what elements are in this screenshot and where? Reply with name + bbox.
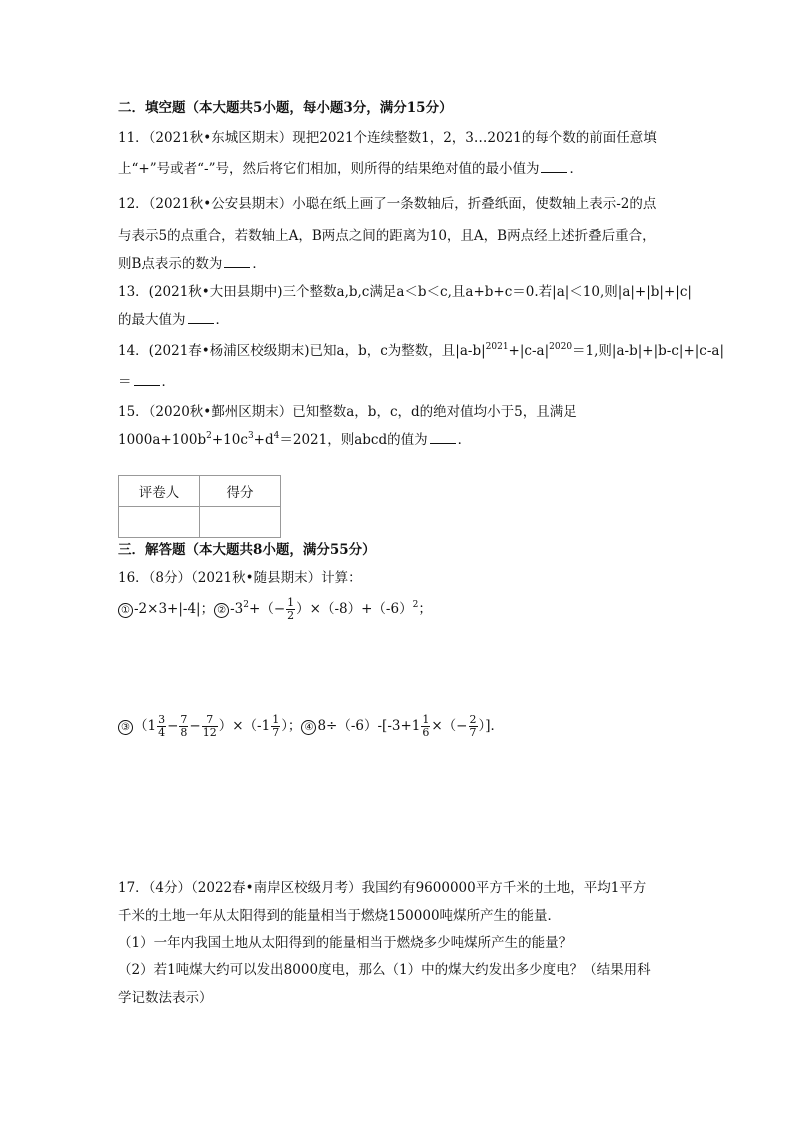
circled-four-icon: ④ bbox=[301, 720, 316, 735]
question-14-line-2 bbox=[118, 370, 175, 390]
question-13-line-1: 13．(2021秋•大田县期中)三个整数a,b,c满足a＜b＜c,且a+b+c＝0.若|a|＜10,则|a|+|b|+|c| bbox=[118, 284, 692, 300]
question-11-line-2 bbox=[118, 157, 583, 177]
numerator: 1 bbox=[272, 713, 280, 726]
question-15-text-d: ＝2021，则abcd的值为 bbox=[279, 432, 428, 448]
question-15-line-2 bbox=[118, 428, 471, 448]
numerator: 7 bbox=[202, 714, 218, 727]
question-16-intro: 16．（8分）（2021秋•随县期末）计算： bbox=[118, 570, 362, 586]
question-13-line-2 bbox=[118, 308, 229, 328]
part-2-text-b: +（− bbox=[249, 601, 286, 617]
question-13-text: 的最大值为 bbox=[118, 312, 186, 328]
numerator: 7 bbox=[180, 713, 188, 726]
minus-sign: − bbox=[167, 718, 179, 734]
part-4-text-a: 8÷（-6）-[-3+1 bbox=[317, 718, 421, 734]
answer-blank bbox=[430, 431, 456, 444]
answer-blank bbox=[134, 373, 160, 386]
denominator: 6 bbox=[422, 726, 430, 739]
fraction bbox=[179, 714, 188, 739]
fraction bbox=[286, 597, 295, 622]
question-14-equals: ＝ bbox=[118, 374, 132, 390]
question-15-text-c: +d bbox=[253, 432, 274, 448]
question-14-line-1 bbox=[118, 339, 724, 359]
exponent: 3 bbox=[247, 431, 254, 441]
numerator: 1 bbox=[287, 596, 295, 609]
fraction bbox=[202, 714, 218, 739]
score-table bbox=[118, 475, 281, 538]
circled-two-icon: ② bbox=[214, 603, 229, 618]
exponent: 2020 bbox=[549, 342, 573, 352]
question-15-end: ． bbox=[457, 432, 472, 448]
grader-cell[interactable] bbox=[119, 507, 200, 538]
question-15-text-a: 1000a+100b bbox=[118, 432, 207, 448]
numerator: 2 bbox=[469, 713, 477, 726]
minus-sign: − bbox=[189, 718, 201, 734]
circled-one-icon: ① bbox=[118, 603, 133, 618]
question-17-line-5: 学记数法表示） bbox=[118, 990, 213, 1006]
question-12-line-1: 12．（2021秋•公安县期末）小聪在纸上画了一条数轴后，折叠纸面，使数轴上表示-2的点 bbox=[118, 196, 657, 212]
part-3-text-a: （1 bbox=[134, 718, 157, 734]
question-17-line-3: （1）一年内我国土地从太阳得到的能量相当于燃烧多少吨煤所产生的能量？ bbox=[118, 935, 573, 951]
question-13-end: ． bbox=[215, 312, 229, 328]
question-12-line-3 bbox=[118, 252, 266, 272]
exponent: 2021 bbox=[485, 342, 509, 352]
fraction bbox=[469, 714, 478, 739]
denominator: 12 bbox=[202, 726, 217, 739]
answer-blank bbox=[541, 160, 567, 173]
fraction bbox=[421, 714, 430, 739]
denominator: 7 bbox=[272, 726, 280, 739]
section-title-solve: 三．解答题（本大题共8小题，满分55分） bbox=[118, 542, 376, 558]
part-2-text-c: ）×（-8）+（-6） bbox=[296, 601, 413, 617]
question-17-line-4: （2）若1吨煤大约可以发出8000度电，那么（1）中的煤大约发出多少度电？（结果用科 bbox=[118, 962, 651, 978]
question-14-text-c: ＝1,则|a-b|+|b-c|+|c-a| bbox=[572, 343, 725, 359]
part-4-text-b: ×（− bbox=[431, 718, 468, 734]
question-11-end: ． bbox=[569, 161, 583, 177]
circled-three-icon: ③ bbox=[118, 720, 133, 735]
question-15-text-b: +10c bbox=[211, 432, 248, 448]
question-14-text-a: 14．(2021春•杨浦区校级期末)已知a，b，c为整数，且|a-b| bbox=[118, 343, 486, 359]
question-17-line-1: 17．（4分）（2022春•南岸区校级月考）我国约有9600000平方千米的土地，平均1平方 bbox=[118, 880, 647, 896]
exponent: 2 bbox=[412, 600, 419, 610]
question-17-line-2: 千米的土地一年从太阳得到的能量相当于燃烧150000吨煤所产生的能量． bbox=[118, 908, 562, 924]
question-14-end: ． bbox=[161, 374, 175, 390]
question-16-parts-3-4 bbox=[118, 713, 504, 739]
denominator: 8 bbox=[180, 726, 188, 739]
denominator: 2 bbox=[287, 609, 295, 622]
section-title-fill-in: 二．填空题（本大题共5小题，每小题3分，满分15分） bbox=[118, 100, 453, 116]
score-cell[interactable] bbox=[200, 507, 281, 538]
exponent: 4 bbox=[273, 431, 280, 441]
part-1-expression: -2×3+|-4|； bbox=[134, 601, 215, 617]
fraction bbox=[271, 714, 280, 739]
exponent: 2 bbox=[243, 600, 250, 610]
question-12-text: 则B点表示的数为 bbox=[118, 256, 223, 272]
part-3-text-d: ）×（-1 bbox=[218, 718, 271, 734]
question-12-line-2: 与表示5的点重合，若数轴上A，B两点之间的距离为10，且A，B两点经上述折叠后重合， bbox=[118, 228, 656, 244]
question-11-line-1: 11．（2021秋•东城区期末）现把2021个连续整数1，2，3…2021的每个数的前面任意填 bbox=[118, 130, 657, 146]
question-14-text-b: +|c-a| bbox=[508, 343, 550, 359]
answer-blank bbox=[224, 255, 250, 268]
part-4-text-c: ）]． bbox=[478, 718, 505, 734]
part-3-text-e: ）； bbox=[281, 718, 302, 734]
denominator: 7 bbox=[469, 726, 477, 739]
question-11-text: 上“+”号或者“-”号，然后将它们相加，则所得的结果绝对值的最小值为 bbox=[118, 161, 540, 177]
question-16-parts-1-2 bbox=[118, 596, 432, 622]
score-header: 得分 bbox=[200, 476, 281, 507]
fraction bbox=[157, 714, 166, 739]
grader-header: 评卷人 bbox=[119, 476, 200, 507]
question-15-line-1: 15．（2020秋•鄞州区期末）已知整数a，b，c，d的绝对值均小于5，且满足 bbox=[118, 404, 577, 420]
part-2-text-a: -3 bbox=[230, 601, 244, 617]
exponent: 2 bbox=[206, 431, 212, 441]
part-2-text-d: ； bbox=[418, 601, 432, 617]
numerator: 3 bbox=[158, 713, 166, 726]
numerator: 1 bbox=[422, 713, 430, 726]
question-12-end: ． bbox=[252, 256, 266, 272]
answer-blank bbox=[188, 311, 214, 324]
denominator: 4 bbox=[158, 726, 166, 739]
